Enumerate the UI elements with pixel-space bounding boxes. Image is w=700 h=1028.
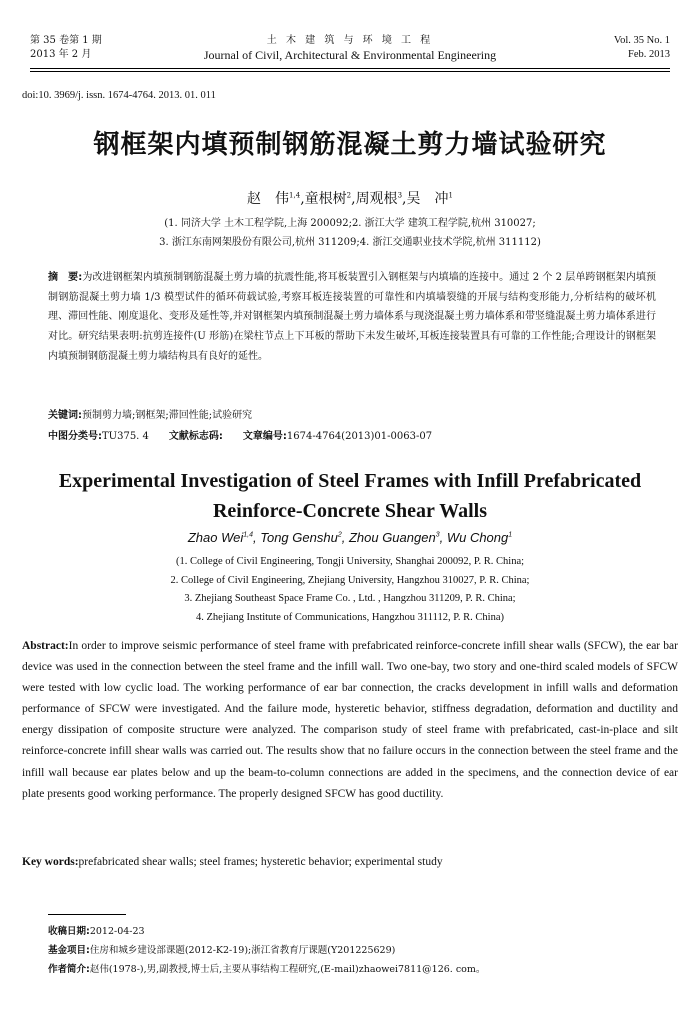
authors-en: Zhao Wei$^{1,4}$, Tong Genshu$^2$, Zhou Guangen$^3$, Wu Chong$^1$ (187, 530, 513, 545)
header-rule-thick (30, 68, 670, 69)
header-center (30, 34, 670, 62)
keywords-en-text: prefabricated shear walls; steel frames; hysteretic behavior; experimental study (78, 856, 443, 868)
affiliation-line: (1. 同济大学 土木工程学院,上海 200092;2. 浙江大学 建筑工程学院,杭州 310027; (164, 218, 536, 229)
footnote-text: 2012-04-23 (89, 926, 145, 937)
doc-code-label: 文献标志码: (168, 431, 223, 442)
footnote-received (48, 922, 670, 941)
keywords-cn-text: 预制剪力墙;钢框架;滞回性能;试验研究 (82, 410, 253, 421)
volume-cn: 第 35 卷第 1 期 (30, 35, 102, 46)
clc-value: TU375. 4 (102, 431, 149, 442)
footnote-label: 基金项目: (48, 945, 90, 956)
footnote-label: 作者简介: (48, 964, 90, 975)
affiliation-line: 2. College of Civil Engineering, Zhejiang University, Hangzhou 310027, P. R. China; (170, 574, 530, 586)
date-en: Feb. 2013 (628, 49, 670, 60)
footnote-author-bio (48, 960, 670, 979)
abstract-en (22, 636, 678, 805)
affiliation-line: 4. Zhejiang Institute of Communications, Hangzhou 311112, P. R. China) (196, 611, 504, 623)
abstract-cn-text: 为改进钢框架内填预制钢筋混凝土剪力墙的抗震性能,将耳板装置引入钢框架与内填墙的连接中。通过 2 个 2 层单跨钢框架内填预制钢筋混凝土剪力墙 1/3 模型试件的循环荷载试验,考察耳板连接装置的可靠性和内填墙裂缝的开展与结构变形能力,分析结构的破坏机理、滞回性能、刚度退化、变形及延性等,并对钢框架内填预制混凝土剪力墙体系与现浇混凝土剪力墙体系和带竖缝混凝土剪力墙体系进行对比。研究结果表明:抗剪连接件(U 形筋)在梁柱节点上下耳板的帮助下未发生破坏,耳板连接装置具有可靠的工作性能;合理设计的钢框架内填预制钢筋混凝土剪力墙结构具有良好的延性。 (48, 272, 656, 362)
running-header (30, 34, 670, 66)
doi: doi:10. 3969/j. issn. 1674-4764. 2013. 01. 011 (22, 90, 216, 101)
abstract-cn-label: 摘 要: (48, 272, 83, 283)
footnote-rule (48, 914, 126, 915)
keywords-en-label: Key words: (22, 856, 79, 868)
affiliations-cn (0, 214, 700, 252)
date-cn: 2013 年 2 月 (30, 49, 92, 60)
author-sup: 3 (435, 531, 440, 539)
abstract-cn (48, 268, 656, 367)
footnote-text: 住房和城乡建设部课题(2012-K2-19);浙江省教育厅课题(Y201225629) (89, 945, 396, 956)
header-right (614, 34, 670, 62)
author-sup: 1 (448, 191, 453, 200)
article-no-value: 1674-4764(2013)01-0063-07 (286, 431, 433, 442)
keywords-en (22, 852, 678, 872)
affiliations-en (0, 553, 700, 627)
abstract-en-text: In order to improve seismic performance of steel frame with prefabricated reinforce-concrete infill shear walls (SFCW), the ear bar device was used in the connection between the steel frame and the infill wall. Two one-bay, two story and one-third scaled models of SFCW were tested with low cyclic load. The working performance of ear bar connection, the cracks development in infill walls and deformation performance of SFCW were investigated. And the failure mode, hysteretic behavior, stiffness degradation, deformation and ductility and energy dissipation of composite structure were analyzed. The comparison study of steel frame with prefabricated, cast-in-place and silt reinforce-concrete infill shear walls was carried out. The results show that no failure occurs in the connection between the steel frame and the infill wall because ear plates below and up the beam-to-column connections are added in the specimens, and the connection device of ear plate presents good working performance. The properly designed SFCW has good ductility. (22, 640, 678, 800)
article-no-label: 文章编号: (242, 431, 287, 442)
affiliation-line: (1. College of Civil Engineering, Tongji University, Shanghai 200092, P. R. China; (175, 556, 525, 567)
footnote-text: 赵伟(1978-),男,副教授,博士后,主要从事结构工程研究,(E-mail)zhaowei7811@126. com。 (89, 964, 486, 975)
author-sup: 2 (346, 191, 352, 200)
author-en: Zhao Wei (187, 530, 244, 545)
author-sup: 1,4 (243, 531, 253, 539)
title-en: Experimental Investigation of Steel Frames with Infill Prefabricated Reinforce-Concrete Shear Walls (58, 470, 642, 522)
affiliation-line: 3. 浙江东南网架股份有限公司,杭州 311209;4. 浙江交通职业技术学院,杭州 311112) (159, 237, 541, 248)
author-en: Zhou Guangen (348, 530, 436, 545)
journal-name-cn: 土 木 建 筑 与 环 境 工 程 (266, 35, 434, 46)
author-cn: 赵 伟 (247, 191, 290, 207)
author-sup: 1,4 (289, 191, 301, 200)
author-sup: 3 (397, 191, 403, 200)
classification-cn (48, 427, 656, 446)
footnote-funding (48, 941, 670, 960)
journal-name-en: Journal of Civil, Architectural & Environmental Engineering (203, 48, 497, 62)
author-cn: 童根树 (304, 191, 347, 207)
author-en: Tong Genshu (260, 530, 338, 545)
affiliation-line: 3. Zhejiang Southeast Space Frame Co. , Ltd. , Hangzhou 311209, P. R. China; (184, 593, 516, 604)
volume-en: Vol. 35 No. 1 (613, 35, 670, 46)
author-cn: 周观根 (355, 191, 398, 207)
title-cn: 钢框架内填预制钢筋混凝土剪力墙试验研究 (93, 130, 607, 160)
footnotes (48, 922, 670, 979)
authors-cn: 赵 伟$^{1,4}$,童根树$^2$,周观根$^3$,吴 冲$^1$ (247, 191, 453, 207)
footnote-label: 收稿日期: (48, 926, 90, 937)
author-sup: 2 (337, 531, 342, 539)
author-cn: 吴 冲 (406, 191, 449, 207)
keywords-cn-label: 关键词: (48, 410, 82, 421)
author-sup: 1 (508, 531, 513, 539)
abstract-en-label: Abstract: (22, 640, 69, 652)
keywords-cn (48, 406, 656, 425)
clc-label: 中图分类号: (48, 431, 102, 442)
author-en: Wu Chong (446, 530, 509, 545)
header-rule-thin (30, 71, 670, 72)
